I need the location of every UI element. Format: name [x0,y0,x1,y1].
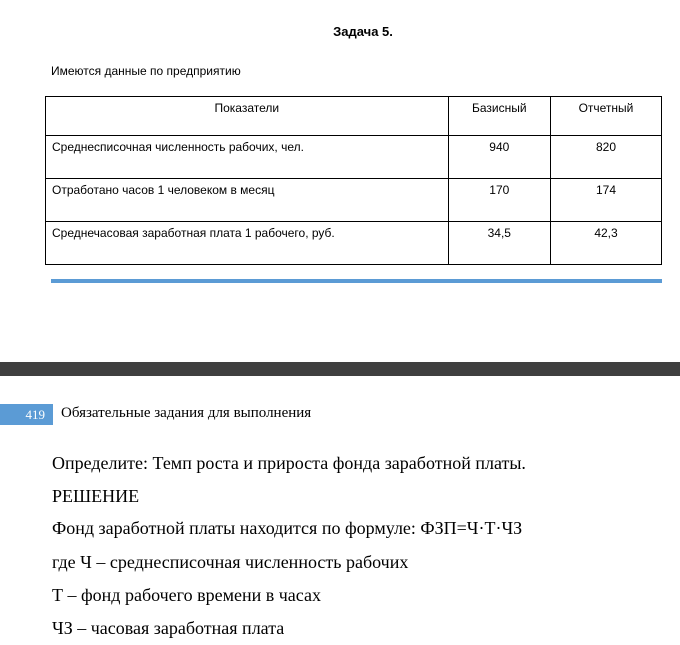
column-header-base: Базисный [448,97,550,136]
formula-line: Фонд заработной платы находится по формуле: ФЗП=Ч·Т·ЧЗ [52,518,523,538]
task-title: Задача 5. [333,24,393,39]
row-indicator: Отработано часов 1 человеком в месяц [46,179,449,222]
row-base-value: 34,5 [448,222,550,265]
page-break-band [0,362,680,376]
definition-line: Т – фонд рабочего времени в часах [52,585,321,605]
table-row [46,222,662,265]
table-header-row [46,97,662,136]
row-report-value: 820 [550,136,661,179]
table-row [46,179,662,222]
row-indicator: Среднечасовая заработная плата 1 рабочего, руб. [46,222,449,265]
task-statement: Определите: Темп роста и прироста фонда заработной платы. [52,453,526,473]
intro-text: Имеются данные по предприятию [51,64,241,78]
table-row [46,136,662,179]
row-report-value: 174 [550,179,661,222]
row-base-value: 170 [448,179,550,222]
row-indicator: Среднесписочная численность рабочих, чел. [46,136,449,179]
section-label: Обязательные задания для выполнения [61,405,312,421]
column-header-report: Отчетный [550,97,661,136]
row-report-value: 42,3 [550,222,661,265]
column-header-indicators: Показатели [46,97,449,136]
section-divider [51,279,662,283]
row-base-value: 940 [448,136,550,179]
definition-line: где Ч – среднесписочная численность рабочих [52,552,409,572]
page-number-badge: 419 [0,404,53,425]
definition-line: ЧЗ – часовая заработная плата [52,618,285,638]
solution-heading: РЕШЕНИЕ [52,486,140,506]
data-table [45,96,662,265]
